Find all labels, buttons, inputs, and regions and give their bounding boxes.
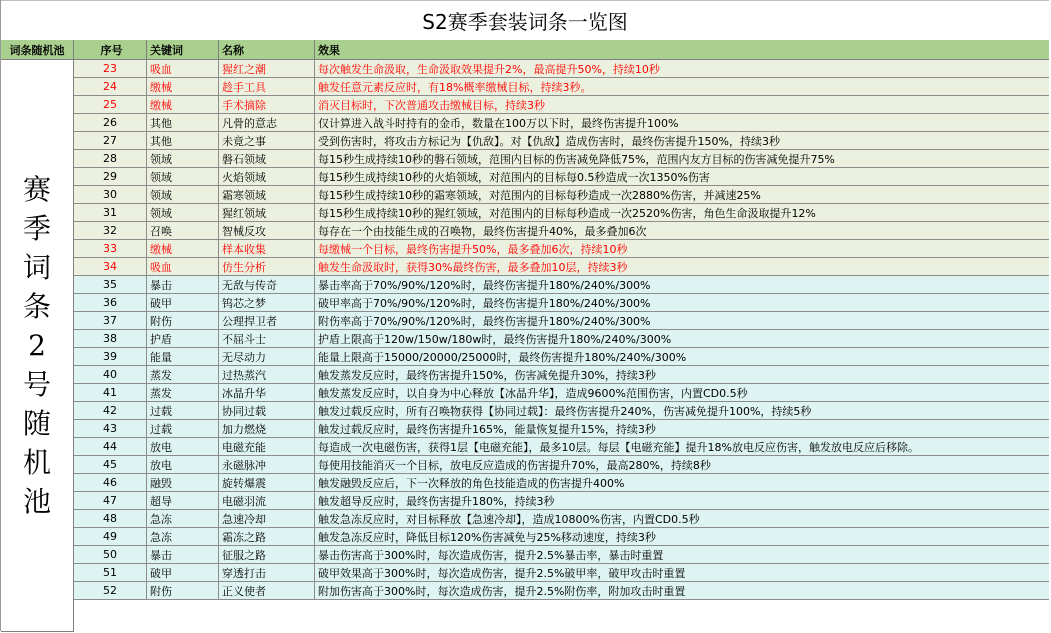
table-row: [74, 114, 1049, 132]
row-name-cell[interactable]: 霜寒领域: [219, 186, 315, 203]
row-name-cell[interactable]: 永磁脉冲: [219, 456, 315, 473]
row-keyword-cell[interactable]: 能量: [147, 348, 219, 365]
row-keyword-cell[interactable]: 暴击: [147, 546, 219, 563]
row-number-cell[interactable]: 48: [74, 510, 147, 527]
pool-name-cell[interactable]: [1, 60, 74, 632]
table-row: [74, 402, 1049, 420]
row-effect-cell[interactable]: 每15秒生成持续10秒的火焰领域，对范围内的目标每0.5秒造成一次1350%伤害: [318, 170, 710, 184]
row-keyword-cell[interactable]: 超导: [147, 492, 219, 509]
row-name-cell[interactable]: 猩红领域: [219, 204, 315, 221]
row-name-cell[interactable]: 公理捍卫者: [219, 312, 315, 329]
table-row: [74, 366, 1049, 384]
row-keyword-cell[interactable]: 其他: [147, 132, 219, 149]
table-row: [74, 582, 1049, 600]
row-effect-cell[interactable]: 触发急冻反应时，降低目标120%伤害减免与25%移动速度，持续3秒: [318, 530, 656, 544]
row-keyword-cell[interactable]: 附伤: [147, 582, 219, 599]
row-effect-cell[interactable]: 暴击率高于70%/90%/120%时，最终伤害提升180%/240%/300%: [318, 278, 651, 292]
pool-char: 条: [22, 290, 51, 323]
row-name-cell[interactable]: 样本收集: [219, 240, 315, 257]
pool-char: 机: [22, 446, 51, 479]
row-name-cell[interactable]: 火焰领域: [219, 168, 315, 185]
row-keyword-cell[interactable]: 附伤: [147, 312, 219, 329]
row-effect-cell[interactable]: 能量上限高于15000/20000/25000时，最终伤害提升180%/240%/300%: [318, 350, 687, 364]
row-effect-cell[interactable]: 触发过载反应时，所有召唤物获得【协同过载】：最终伤害提升240%，伤害减免提升100%，持续5秒: [318, 404, 812, 418]
row-number-cell[interactable]: 49: [74, 528, 147, 545]
row-effect-cell[interactable]: 触发蒸发反应时，以自身为中心释放【冰晶升华】，造成9600%范围伤害，内置CD0.5秒: [318, 386, 748, 400]
row-effect-cell[interactable]: 触发急冻反应时，对目标释放【急速冷却】，造成10800%伤害，内置CD0.5秒: [318, 512, 700, 526]
row-effect-cell[interactable]: 每缴械一个目标，最终伤害提升50%，最多叠加6次，持续10秒: [318, 242, 628, 256]
row-name-cell[interactable]: 加力燃烧: [219, 420, 315, 437]
pool-char: 赛: [22, 173, 51, 206]
row-number-cell[interactable]: 33: [74, 240, 147, 257]
row-number-cell[interactable]: 38: [74, 330, 147, 347]
pool-char: 2: [28, 329, 46, 362]
row-number-cell[interactable]: 25: [74, 96, 147, 113]
pool-char: 词: [22, 251, 51, 284]
table-row: [74, 96, 1049, 114]
row-effect-cell[interactable]: 触发超导反应时，最终伤害提升180%，持续3秒: [318, 494, 555, 508]
row-name-cell[interactable]: 猩红之潮: [219, 60, 315, 77]
row-name-cell[interactable]: 无尽动力: [219, 348, 315, 365]
table-row: [74, 348, 1049, 366]
table-row: [74, 456, 1049, 474]
pool-char: 号: [22, 368, 51, 401]
row-number-cell[interactable]: 35: [74, 276, 147, 293]
header-keyword[interactable]: 关键词: [147, 40, 219, 59]
row-effect-cell[interactable]: 触发蒸发反应时，最终伤害提升150%，伤害减免提升30%，持续3秒: [318, 368, 656, 382]
header-row: [1, 40, 1049, 60]
row-keyword-cell[interactable]: 缴械: [147, 96, 219, 113]
row-number-cell[interactable]: 42: [74, 402, 147, 419]
row-name-cell[interactable]: 电磁充能: [219, 438, 315, 455]
row-number-cell[interactable]: 36: [74, 294, 147, 311]
row-keyword-cell[interactable]: 放电: [147, 456, 219, 473]
table-row: [74, 150, 1049, 168]
row-number-cell[interactable]: 34: [74, 258, 147, 275]
row-effect-cell[interactable]: 每次触发生命汲取，生命汲取效果提升2%，最高提升50%，持续10秒: [318, 62, 660, 76]
table-row: [74, 132, 1049, 150]
table-row: [74, 240, 1049, 258]
row-keyword-cell[interactable]: 召唤: [147, 222, 219, 239]
row-number-cell[interactable]: 31: [74, 204, 147, 221]
row-keyword-cell[interactable]: 领域: [147, 204, 219, 221]
row-number-cell[interactable]: 39: [74, 348, 147, 365]
header-name[interactable]: 名称: [219, 40, 315, 59]
row-name-cell[interactable]: 不屈斗士: [219, 330, 315, 347]
row-name-cell[interactable]: 无敌与传奇: [219, 276, 315, 293]
row-keyword-cell[interactable]: 吸血: [147, 60, 219, 77]
row-name-cell[interactable]: 霜冻之路: [219, 528, 315, 545]
table-body: [74, 60, 1049, 600]
table-row: [74, 276, 1049, 294]
row-keyword-cell[interactable]: 领域: [147, 186, 219, 203]
table-row: [74, 546, 1049, 564]
row-name-cell[interactable]: 趁手工具: [219, 78, 315, 95]
row-name-cell[interactable]: 冰晶升华: [219, 384, 315, 401]
header-number[interactable]: 序号: [74, 40, 147, 59]
table-row: [74, 204, 1049, 222]
row-name-cell[interactable]: 穿透打击: [219, 564, 315, 581]
table-row: [74, 258, 1049, 276]
row-effect-cell[interactable]: 受到伤害时，将攻击方标记为【仇敌】。对【仇敌】造成伤害时，最终伤害提升150%，持续3秒: [318, 134, 780, 148]
row-effect-cell[interactable]: 附伤率高于70%/90%/120%时，最终伤害提升180%/240%/300%: [318, 314, 651, 328]
table-row: [74, 330, 1049, 348]
table-row: [74, 384, 1049, 402]
row-keyword-cell[interactable]: 破甲: [147, 564, 219, 581]
row-number-cell[interactable]: 32: [74, 222, 147, 239]
row-effect-cell[interactable]: 暴击伤害高于300%时，每次造成伤害，提升2.5%暴击率，暴击时重置: [318, 548, 664, 562]
row-name-cell[interactable]: 急速冷却: [219, 510, 315, 527]
pool-char: 季: [22, 212, 51, 245]
table-row: [74, 510, 1049, 528]
table-row: [74, 186, 1049, 204]
row-number-cell[interactable]: 51: [74, 564, 147, 581]
header-pool[interactable]: 词条随机池: [1, 40, 74, 59]
row-number-cell[interactable]: 47: [74, 492, 147, 509]
table-row: [74, 438, 1049, 456]
row-keyword-cell[interactable]: 蒸发: [147, 366, 219, 383]
table-row: [74, 60, 1049, 78]
row-number-cell[interactable]: 43: [74, 420, 147, 437]
row-effect-cell[interactable]: 触发任意元素反应时，有18%概率缴械目标，持续3秒。: [318, 80, 592, 94]
row-keyword-cell[interactable]: 急冻: [147, 528, 219, 545]
row-keyword-cell[interactable]: 过载: [147, 402, 219, 419]
row-effect-cell[interactable]: 每造成一次电磁伤害，获得1层【电磁充能】，最多10层。每层【电磁充能】提升18%放电反应伤害，触发放电反应后移除。: [318, 440, 919, 454]
table-row: [74, 528, 1049, 546]
row-number-cell[interactable]: 23: [74, 60, 147, 77]
row-keyword-cell[interactable]: 缴械: [147, 240, 219, 257]
row-effect-cell[interactable]: 每15秒生成持续10秒的霜寒领域，对范围内的目标每秒造成一次2880%伤害，并减速25%: [318, 188, 761, 202]
row-keyword-cell[interactable]: 领域: [147, 150, 219, 167]
row-keyword-cell[interactable]: 急冻: [147, 510, 219, 527]
row-number-cell[interactable]: 41: [74, 384, 147, 401]
row-keyword-cell[interactable]: 领域: [147, 168, 219, 185]
row-name-cell[interactable]: 过热蒸汽: [219, 366, 315, 383]
row-keyword-cell[interactable]: 吸血: [147, 258, 219, 275]
row-name-cell[interactable]: 钨芯之梦: [219, 294, 315, 311]
row-number-cell[interactable]: 28: [74, 150, 147, 167]
row-number-cell[interactable]: 44: [74, 438, 147, 455]
row-number-cell[interactable]: 26: [74, 114, 147, 131]
row-keyword-cell[interactable]: 放电: [147, 438, 219, 455]
table-row: [74, 168, 1049, 186]
row-effect-cell[interactable]: 破甲率高于70%/90%/120%时，最终伤害提升180%/240%/300%: [318, 296, 651, 310]
table-row: [74, 420, 1049, 438]
row-name-cell[interactable]: 电磁羽流: [219, 492, 315, 509]
row-number-cell[interactable]: 40: [74, 366, 147, 383]
row-name-cell[interactable]: 正义使者: [219, 582, 315, 599]
row-number-cell[interactable]: 46: [74, 474, 147, 491]
pool-char: 随: [22, 407, 51, 440]
row-name-cell[interactable]: 凡骨的意志: [219, 114, 315, 131]
row-name-cell[interactable]: 磐石领域: [219, 150, 315, 167]
row-effect-cell[interactable]: 消灭目标时，下次普通攻击缴械目标，持续3秒: [318, 98, 545, 112]
row-keyword-cell[interactable]: 缴械: [147, 78, 219, 95]
row-keyword-cell[interactable]: 其他: [147, 114, 219, 131]
row-effect-cell[interactable]: 每存在一个由技能生成的召唤物，最终伤害提升40%，最多叠加6次: [318, 224, 647, 238]
table-row: [74, 312, 1049, 330]
sheet-title: S2赛季套装词条一览图: [1, 0, 1049, 41]
row-effect-cell[interactable]: 破甲效果高于300%时，每次造成伤害，提升2.5%破甲率，破甲攻击时重置: [318, 566, 686, 580]
row-number-cell[interactable]: 52: [74, 582, 147, 599]
row-effect-cell[interactable]: 每15秒生成持续10秒的猩红领域，对范围内的目标每秒造成一次2520%伤害，角色生命汲取提升12%: [318, 206, 816, 220]
row-number-cell[interactable]: 29: [74, 168, 147, 185]
row-effect-cell[interactable]: 每15秒生成持续10秒的磐石领域，范围内目标的伤害减免降低75%，范围内友方目标的伤害减免提升75%: [318, 152, 835, 166]
row-effect-cell[interactable]: 触发融毁反应后，下一次释放的角色技能造成的伤害提升400%: [318, 476, 625, 490]
row-number-cell[interactable]: 27: [74, 132, 147, 149]
row-name-cell[interactable]: 旋转爆震: [219, 474, 315, 491]
row-keyword-cell[interactable]: 暴击: [147, 276, 219, 293]
row-keyword-cell[interactable]: 破甲: [147, 294, 219, 311]
row-name-cell[interactable]: 智械反攻: [219, 222, 315, 239]
row-keyword-cell[interactable]: 护盾: [147, 330, 219, 347]
row-keyword-cell[interactable]: 融毁: [147, 474, 219, 491]
table-row: [74, 474, 1049, 492]
row-number-cell[interactable]: 50: [74, 546, 147, 563]
row-effect-cell[interactable]: 护盾上限高于120w/150w/180w时，最终伤害提升180%/240%/300%: [318, 332, 672, 346]
row-number-cell[interactable]: 30: [74, 186, 147, 203]
table-row: [74, 78, 1049, 96]
header-effect[interactable]: 效果: [318, 43, 340, 57]
row-number-cell[interactable]: 24: [74, 78, 147, 95]
table-row: [74, 492, 1049, 510]
table-row: [74, 564, 1049, 582]
row-number-cell[interactable]: 37: [74, 312, 147, 329]
row-name-cell[interactable]: 未竟之事: [219, 132, 315, 149]
row-keyword-cell[interactable]: 过载: [147, 420, 219, 437]
row-keyword-cell[interactable]: 蒸发: [147, 384, 219, 401]
row-effect-cell[interactable]: 附加伤害高于300%时，每次造成伤害，提升2.5%附伤率，附加攻击时重置: [318, 584, 686, 598]
row-name-cell[interactable]: 仿生分析: [219, 258, 315, 275]
row-name-cell[interactable]: 征服之路: [219, 546, 315, 563]
row-effect-cell[interactable]: 每使用技能消灭一个目标，放电反应造成的伤害提升70%，最高280%，持续8秒: [318, 458, 711, 472]
row-number-cell[interactable]: 45: [74, 456, 147, 473]
row-effect-cell[interactable]: 触发生命汲取时，获得30%最终伤害，最多叠加10层，持续3秒: [318, 260, 628, 274]
row-name-cell[interactable]: 协同过载: [219, 402, 315, 419]
row-name-cell[interactable]: 手术摘除: [219, 96, 315, 113]
row-effect-cell[interactable]: 触发过载反应时，最终伤害提升165%，能量恢复提升15%，持续3秒: [318, 422, 656, 436]
table-row: [74, 294, 1049, 312]
table-row: [74, 222, 1049, 240]
row-effect-cell[interactable]: 仅计算进入战斗时持有的金币，数量在100万以下时，最终伤害提升100%: [318, 116, 679, 130]
pool-char: 池: [22, 485, 51, 518]
